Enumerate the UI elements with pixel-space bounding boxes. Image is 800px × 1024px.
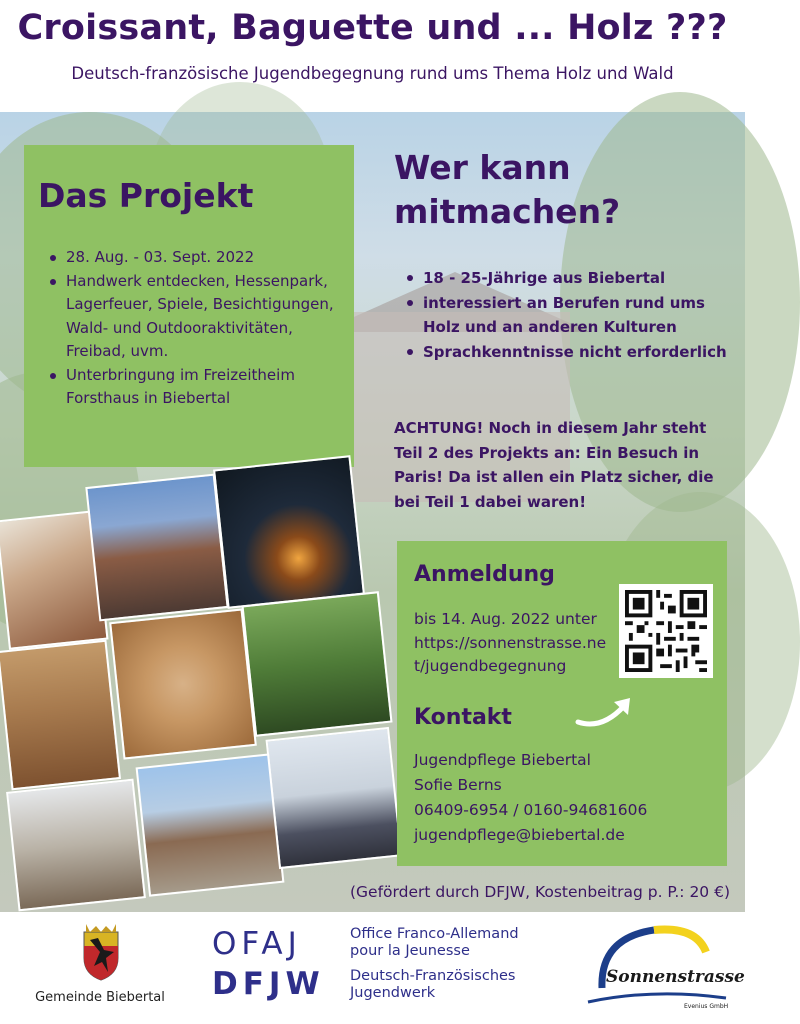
- achtung-text: ACHTUNG! Noch in diesem Jahr steht Teil 2 des Projekts an: Ein Besuch in Paris! Da ist allen ein Platz sicher, die bei Teil 1 dabei waren!: [394, 419, 714, 511]
- anmeldung-heading: Anmeldung: [414, 562, 555, 587]
- photo-climbing: [241, 591, 392, 737]
- funding-note: (Gefördert durch DFJW, Kostenbeitrag p. P.: 20 €): [350, 883, 730, 901]
- kontakt-person: Sofie Berns: [414, 776, 502, 794]
- sonnenstrasse-wordmark: Sonnenstrasse: [606, 967, 745, 987]
- qr-code-icon: [625, 590, 707, 672]
- sonnenstrasse-logo: [584, 918, 745, 1014]
- poster-title: Croissant, Baguette und ... Holz ???: [17, 8, 728, 48]
- dfjw-logo: DFJW: [212, 966, 325, 1002]
- sonnenstrasse-subtitle: Evenius GmbH: [684, 1003, 729, 1010]
- biebertal-crest-icon: [76, 922, 126, 982]
- curved-arrow-icon: [572, 690, 642, 730]
- list-item: interessiert an Berufen rund ums Holz und an anderen Kulturen: [405, 291, 735, 340]
- anmeldung-text: bis 14. Aug. 2022 unter https://sonnenstrasse.net/jugendbegegnung: [414, 610, 607, 675]
- kontakt-org: Jugendpflege Biebertal: [414, 751, 591, 769]
- gemeinde-label: Gemeinde Biebertal: [35, 990, 165, 1005]
- list-item: 28. Aug. - 03. Sept. 2022: [48, 246, 348, 270]
- photo-half-timbered-town: [85, 474, 228, 622]
- list-item: 18 - 25-Jährige aus Biebertal: [405, 266, 735, 291]
- kontakt-details: [414, 748, 714, 848]
- photo-wood-heart: [109, 608, 257, 759]
- photo-carpentry-shop: [6, 779, 146, 912]
- kontakt-heading: Kontakt: [414, 705, 512, 730]
- kontakt-phone[interactable]: 06409-6954 / 0160-94681606: [414, 801, 648, 819]
- list-item: Handwerk entdecken, Hessenpark, Lagerfeuer, Spiele, Besichtigungen, Wald- und Outdooraktivitäten, Freibad, uvm.: [48, 270, 348, 364]
- list-item: Unterbringung im Freizeitheim Forsthaus in Biebertal: [48, 364, 348, 411]
- dfjw-text: Deutsch-Französisches Jugendwerk: [350, 968, 516, 1001]
- ofaj-text: Office Franco-Allemand pour la Jeunesse: [350, 926, 519, 959]
- list-item: Sprachkenntnisse nicht erforderlich: [405, 340, 735, 365]
- kontakt-email[interactable]: jugendpflege@biebertal.de: [414, 826, 625, 844]
- wer-heading: Wer kann mitmachen?: [394, 148, 621, 231]
- photo-eiffel-tower-group: [266, 727, 403, 869]
- wer-list: [405, 266, 735, 364]
- poster-subtitle: Deutsch-französische Jugendbegegnung rund ums Thema Holz und Wald: [71, 64, 674, 83]
- photo-town-square: [136, 753, 285, 897]
- qr-code[interactable]: [619, 584, 713, 678]
- projekt-heading: Das Projekt: [38, 176, 254, 215]
- projekt-list: [48, 246, 348, 411]
- ofaj-logo: OFAJ: [212, 926, 302, 962]
- photo-campfire: [213, 455, 365, 609]
- photo-workshop-tools: [0, 640, 121, 791]
